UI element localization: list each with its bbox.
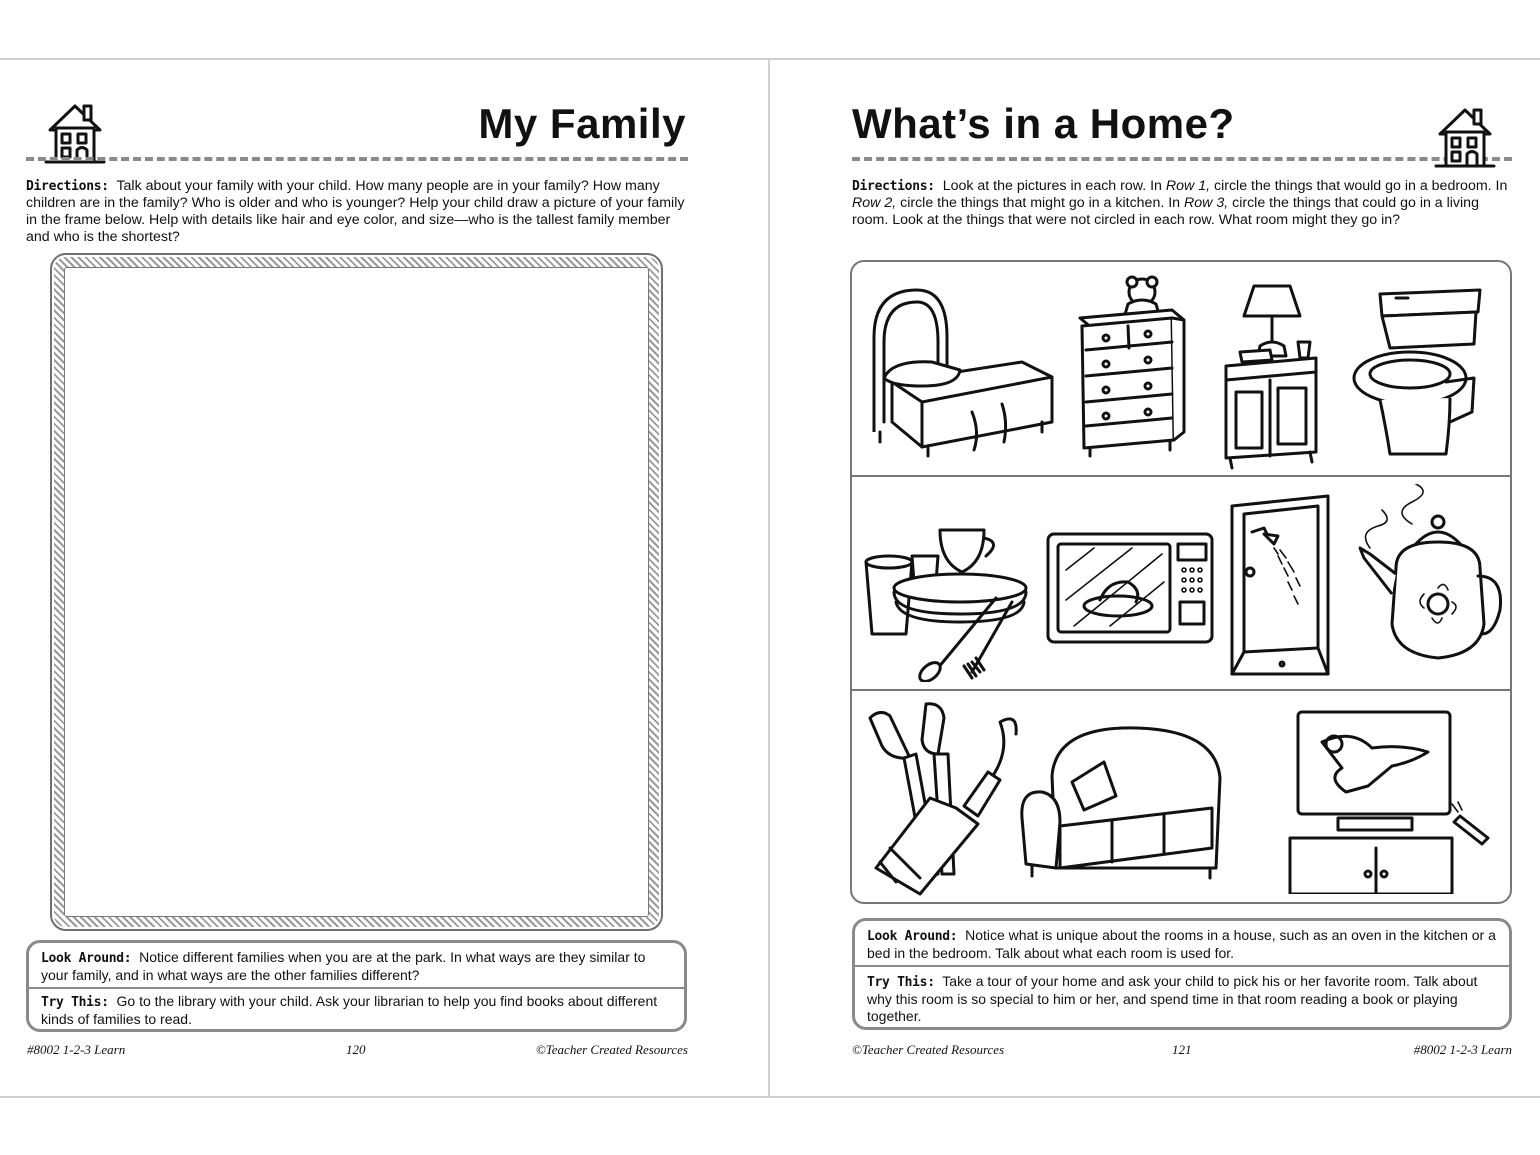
directions-body: Talk about your family with your child. How many people are in your family? How many children are in the family? Who is older and who is younger? Help your child draw a picture of your family in the frame below. Help with details like hair and eye color, and size—who is the tallest family member and who is the shortest? [26,178,685,245]
television-picture[interactable] [1282,708,1492,894]
try-this-label: Try This: [41,995,109,1010]
footer-right: ©Teacher Created Resources [535,1042,688,1057]
house-icon [1434,104,1496,170]
row-divider [852,475,1510,477]
sofa-picture[interactable] [1016,718,1228,886]
directions-label: Directions: [26,179,109,194]
footer-left: ©Teacher Created Resources [852,1042,1005,1057]
dresser-picture[interactable] [1072,270,1192,460]
page-number: 121 [1172,1042,1192,1057]
look-around-label: Look Around: [867,929,958,944]
title-dash-line [852,157,1512,161]
shower-picture[interactable] [1228,492,1332,678]
toilet-picture[interactable] [1350,282,1490,462]
nightstand-picture[interactable] [1220,280,1324,470]
page-title: My Family [478,100,686,147]
microwave-picture[interactable] [1044,530,1216,646]
try-this-label: Try This: [867,975,935,990]
tips-box [852,918,1512,1030]
look-around-label: Look Around: [41,951,132,966]
bed-picture[interactable] [862,282,1058,462]
drawing-area[interactable] [64,267,649,917]
look-around-tip: Look Around: Notice what is unique about the rooms in a house, such as an oven in the kitchen or a bed in the bedroom. Talk about what each room is used for. [867,927,1496,961]
tips-box [26,940,687,1032]
teapot-picture[interactable] [1352,484,1502,664]
tip-divider [29,987,684,989]
row-divider [852,689,1510,691]
toothbrush-picture[interactable] [860,698,1022,898]
try-this-tip: Try This: Take a tour of your home and ask your child to pick his or her favorite room. Talk about why this room is so special to him or her, and spend time in that room reading a book or playing together. [867,973,1478,1024]
dishes-picture[interactable] [860,522,1030,682]
try-this-tip: Try This: Go to the library with your child. Ask your librarian to help you find books about different kinds of families to read. [41,993,658,1027]
picture-grid [850,260,1512,904]
directions-label: Directions: [852,179,935,194]
right-page [770,60,1540,1096]
look-around-tip: Look Around: Notice different families when you are at the park. In what ways are they similar to your family, and in what ways are the other families different? [41,949,646,983]
page-number: 120 [346,1042,366,1057]
drawing-frame [50,253,663,931]
directions-text: Directions: Look at the pictures in each row. In Row 1, circle the things that would go in a bedroom. In Row 2, circle the things that might go in a kitchen. In Row 3, circle the things that could go in a living room. Look at the things that were not circled in each row. What room might they go in? [852,178,1508,228]
left-page [0,60,768,1096]
footer-left: #8002 1-2-3 Learn [27,1042,126,1057]
page-title: What’s in a Home? [852,100,1235,147]
tip-divider [855,965,1509,967]
directions-text [26,178,691,246]
title-dash-line [26,157,688,161]
rope-border [54,257,659,927]
footer-right: #8002 1-2-3 Learn [1413,1042,1512,1057]
